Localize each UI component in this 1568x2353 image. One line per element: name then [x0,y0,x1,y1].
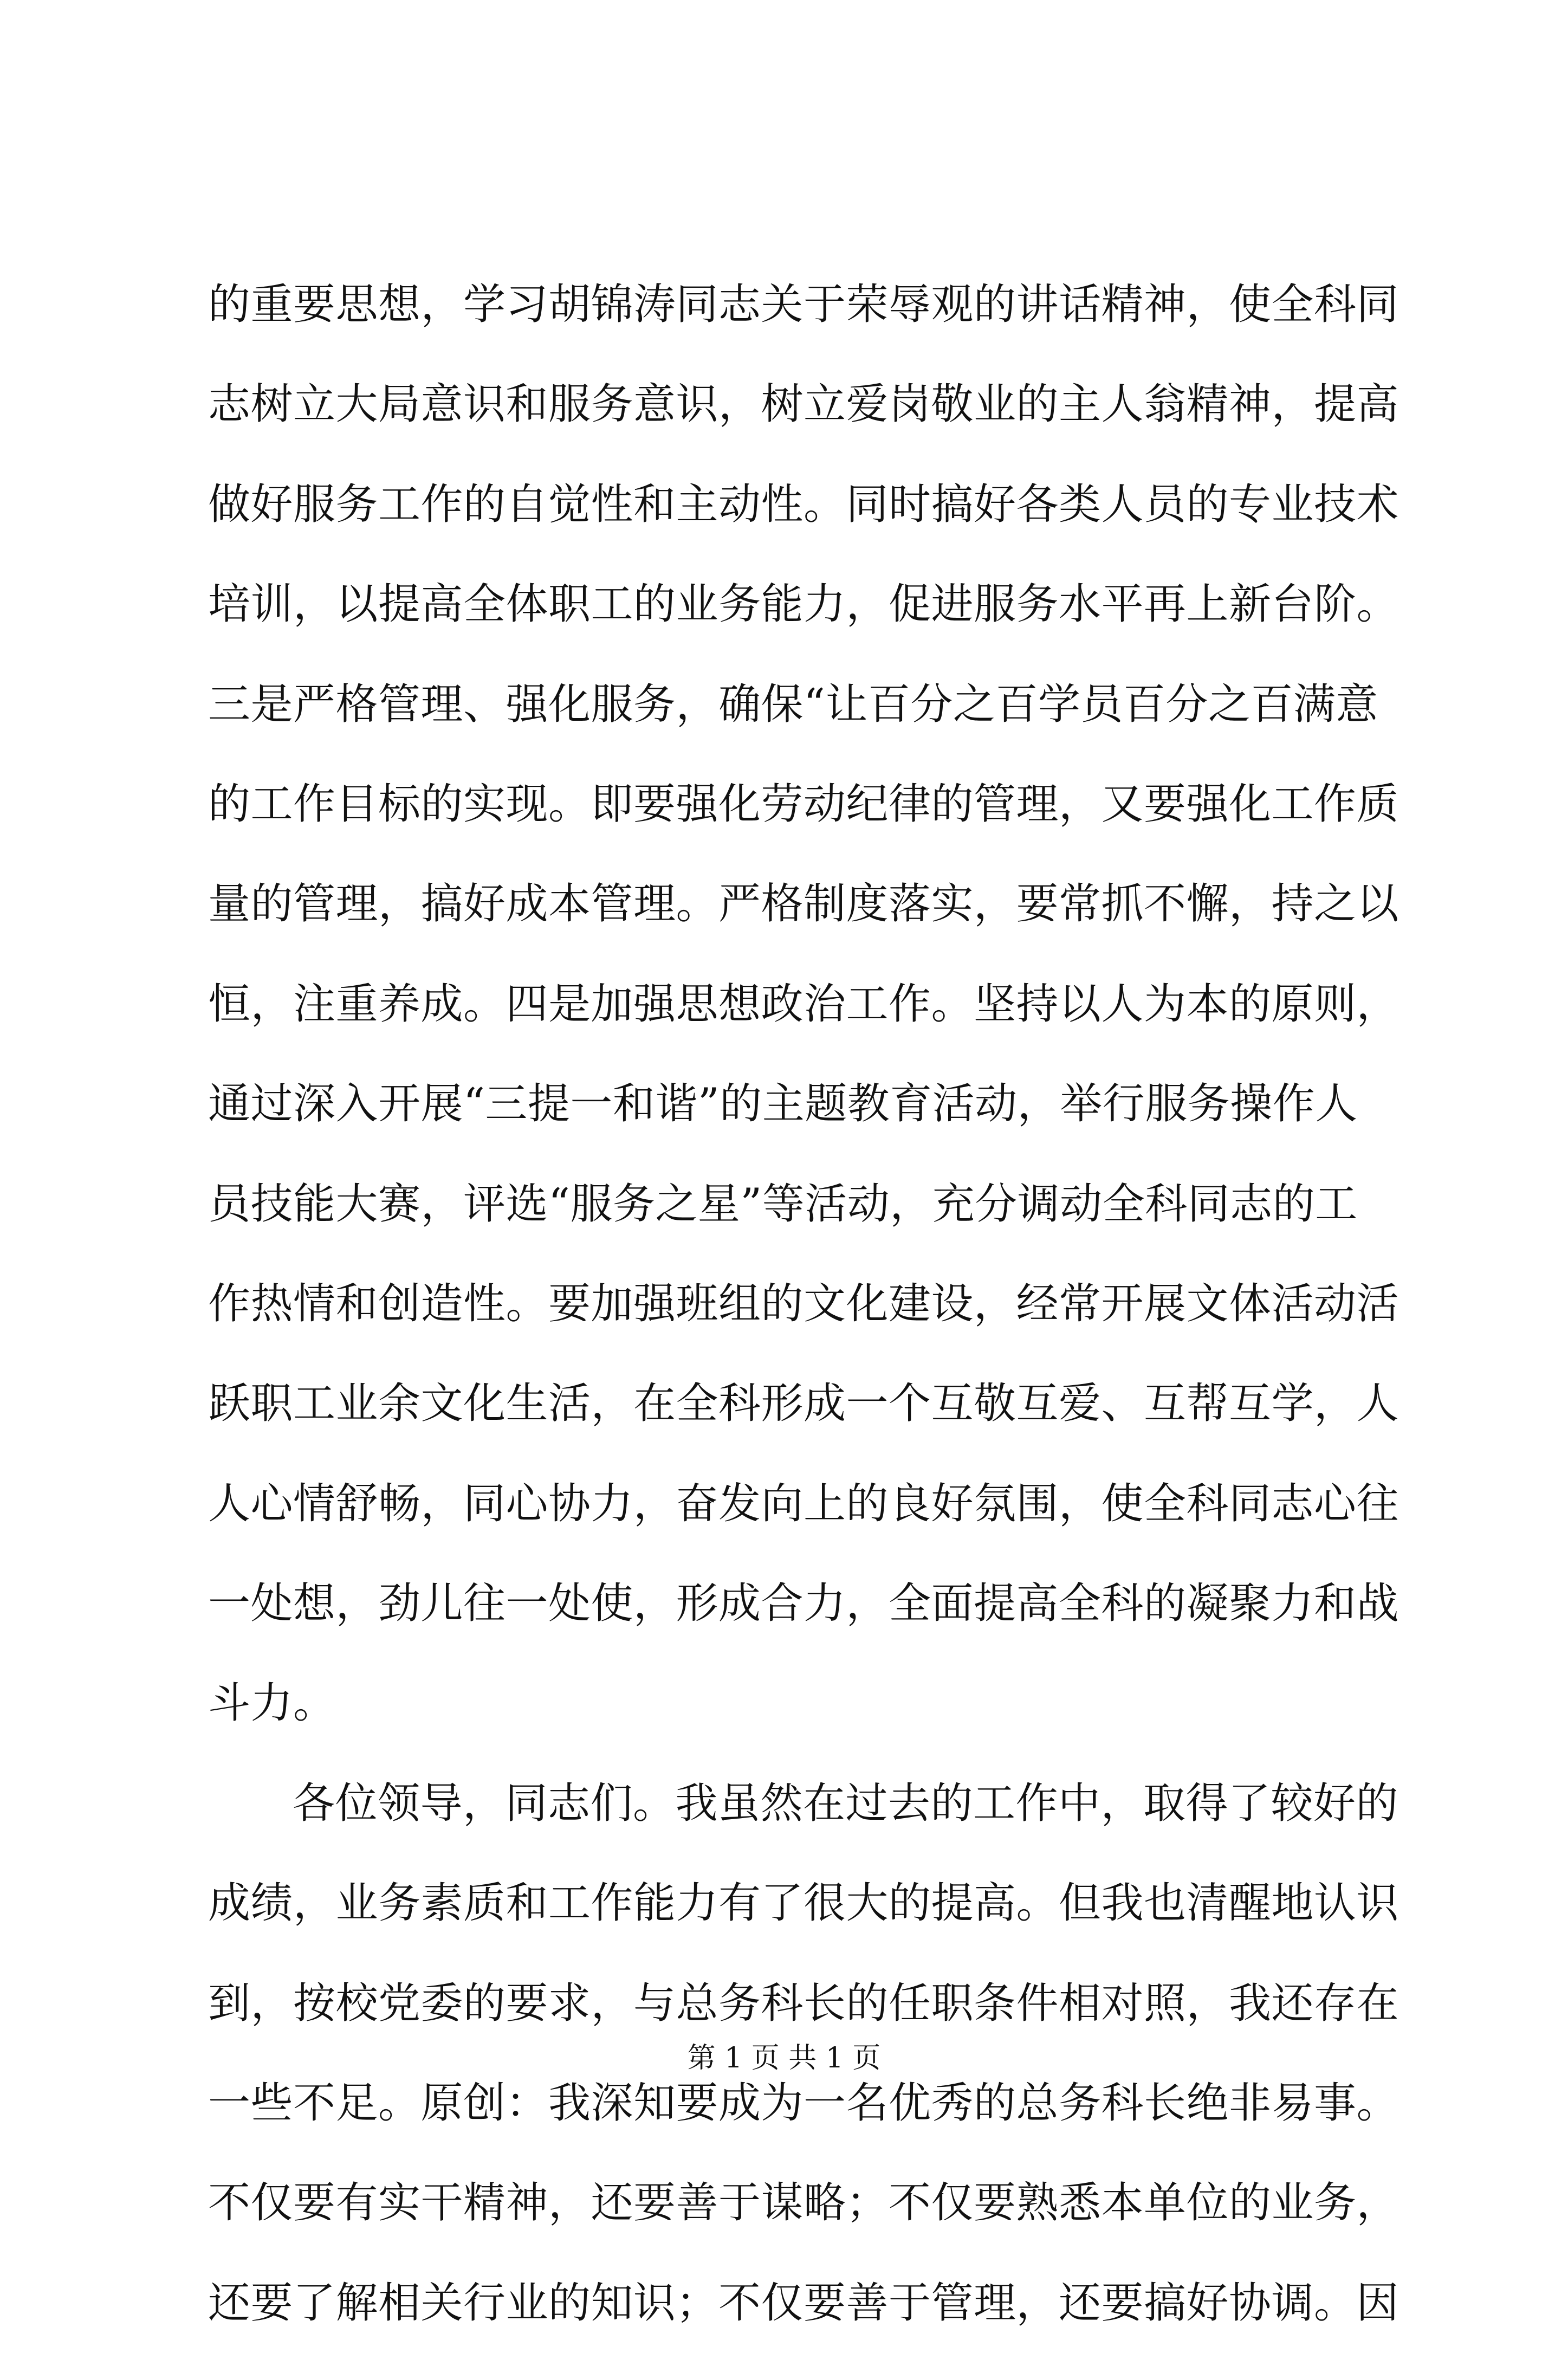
text-line: 的工作目标的实现。即要强化劳动纪律的管理，又要强化工作质 [208,779,1399,829]
text-line: 的重要思想，学习胡锦涛同志关于荣辱观的讲话精神，使全科同 [208,280,1399,329]
text-line: 培训，以提高全体职工的业务能力，促进服务水平再上新台阶。 [208,580,1399,629]
text-line: 到，按校党委的要求，与总务科长的任职条件相对照，我还存在 [208,1979,1399,2028]
text-line: 作热情和创造性。要加强班组的文化建设，经常开展文体活动活 [208,1279,1399,1328]
text-line: 不仅要有实干精神，还要善于谋略；不仅要熟悉本单位的业务， [208,2179,1399,2228]
text-line: 志树立大局意识和服务意识，树立爱岗敬业的主人翁精神，提高 [208,380,1399,429]
text-line: 跃职工业余文化生活，在全科形成一个互敬互爱、互帮互学，人 [208,1379,1399,1428]
text-line: 通过深入开展“三提一和谐”的主题教育活动，举行服务操作人 [208,1079,1358,1129]
text-line: 做好服务工作的自觉性和主动性。同时搞好各类人员的专业技术 [208,480,1399,529]
page-footer [0,2042,1568,2074]
text-line: 一处想，劲儿往一处使，形成合力，全面提高全科的凝聚力和战 [208,1579,1399,1628]
text-line: 斗力。 [208,1679,336,1728]
text-line: 人心情舒畅，同心协力，奋发向上的良好氛围，使全科同志心往 [208,1479,1399,1528]
text-line: 还要了解相关行业的知识；不仅要善于管理，还要搞好协调。因 [208,2278,1399,2328]
document-body [208,255,1399,2353]
text-line: 量的管理，搞好成本管理。严格制度落实，要常抓不懈，持之以 [208,880,1399,929]
text-line: 恒，注重养成。四是加强思想政治工作。坚持以人为本的原则， [208,979,1399,1029]
text-line: 成绩，业务素质和工作能力有了很大的提高。但我也清醒地认识 [208,1879,1399,1928]
text-line: 一些不足。原创：我深知要成为一名优秀的总务科长绝非易事。 [208,2079,1399,2128]
text-line: 员技能大赛，评选“服务之星”等活动，充分调动全科同志的工 [208,1179,1358,1229]
paragraph-first-line: 各位领导，同志们。我虽然在过去的工作中，取得了较好的 [293,1779,1399,1828]
text-line: 三是严格管理、强化服务，确保“让百分之百学员百分之百满意 [208,680,1378,729]
page-number-label: 第 1 页 共 1 页 [687,2042,881,2074]
